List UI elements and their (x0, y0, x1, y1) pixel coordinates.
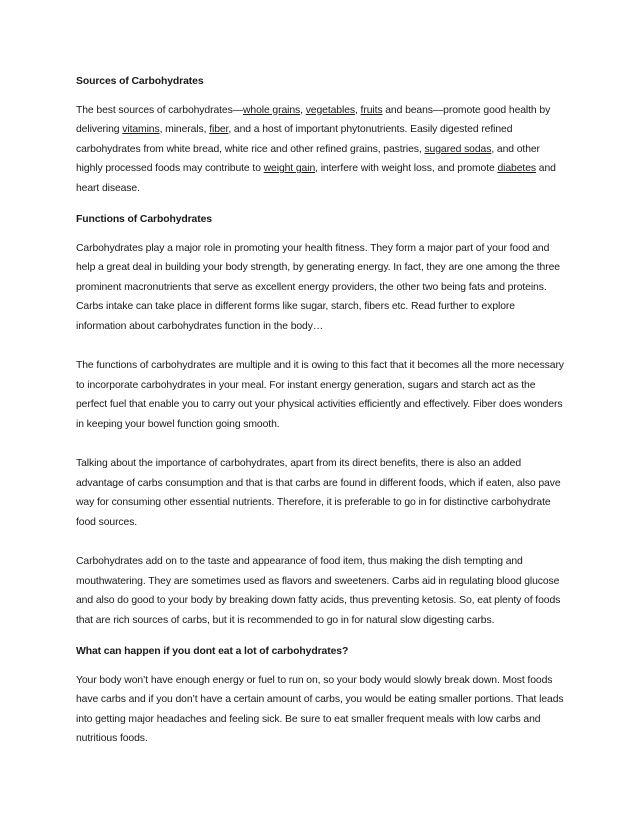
functions-paragraph-2: The functions of carbohydrates are multiple and it is owing to this fact that it becomes all the more necessary to incorporate carbohydrates in your meal. For instant energy generation, sugars and starch act as the perfect fuel that enable you to carry out your physical activities efficiently and effectively. Fiber does wonders in keeping your bowel function going smooth. (76, 360, 564, 430)
link-fruits[interactable]: fruits (360, 104, 383, 116)
text-segment: The best sources of carbohydrates— (76, 104, 243, 116)
text-segment: , interfere with weight loss, and promote (315, 163, 498, 174)
text-segment: , minerals, (159, 124, 210, 135)
sources-heading: Sources of Carbohydrates (76, 76, 204, 87)
sources-paragraph (76, 101, 566, 199)
functions-paragraph-3: Talking about the importance of carbohydrates, apart from its direct benefits, there is also an added advantage of carbs consumption and that is that carbs are found in different foods, which if eaten, also pave way for consuming other essential nutrients. Therefore, it is preferable to go in for distinctive carbohydrate food sources. (76, 458, 561, 528)
text-segment: , and other highly processed foods may contribute to (76, 143, 540, 174)
text-segment: , (300, 104, 306, 116)
text-segment: and beans—promote good health by delivering (76, 104, 551, 135)
link-diabetes[interactable]: diabetes (497, 163, 536, 174)
text-segment: , (354, 104, 361, 116)
functions-paragraph-1: Carbohydrates play a major role in promoting your health fitness. They form a major part of your food and help a great deal in building your body strength, by generating energy. In fact, they are one among the three prominent macronutrients that serve as excellent energy providers, the other two being fats and proteins. Carbs intake can take place in different forms like sugar, starch, fibers etc. Read further to explore information about carbohydrates function in the body… (76, 242, 560, 332)
link-fiber[interactable]: fiber (209, 124, 229, 135)
link-whole-grains[interactable]: whole grains (242, 104, 301, 116)
what-happens-paragraph: Your body won’t have enough energy or fuel to run on, so your body would slowly break down. Most foods have carbs and if you don’t have a certain amount of carbs, you would be eating smaller portions. That leads into getting major headaches and feeling sick. Be sure to eat smaller frequent meals with low carbs and nutritious foods. (76, 674, 564, 744)
what-happens-heading: What can happen if you dont eat a lot of carbohydrates? (76, 646, 349, 657)
functions-paragraph-4: Carbohydrates add on to the taste and appearance of food item, thus making the dish tempting and mouthwatering. They are sometimes used as flavors and sweeteners. Carbs aid in regulating blood glucose and also do good to your body by breaking down fatty acids, thus preventing ketosis. So, eat plenty of foods that are rich sources of carbs, but it is recommended to go in for natural slow digesting carbs. (76, 556, 561, 626)
text-segment: and heart disease. (76, 163, 556, 194)
functions-heading: Functions of Carbohydrates (76, 214, 212, 225)
link-vitamins[interactable]: vitamins (122, 124, 160, 135)
link-vegetables[interactable]: vegetables (305, 104, 355, 116)
document-page (76, 72, 566, 761)
text-segment: , and a host of important phytonutrients. Easily digested refined carbohydrates from white bread, white rice and other refined grains, pastries, (76, 124, 513, 155)
link-weight-gain[interactable]: weight gain (263, 163, 316, 174)
link-sugared-sodas[interactable]: sugared sodas (424, 143, 492, 155)
